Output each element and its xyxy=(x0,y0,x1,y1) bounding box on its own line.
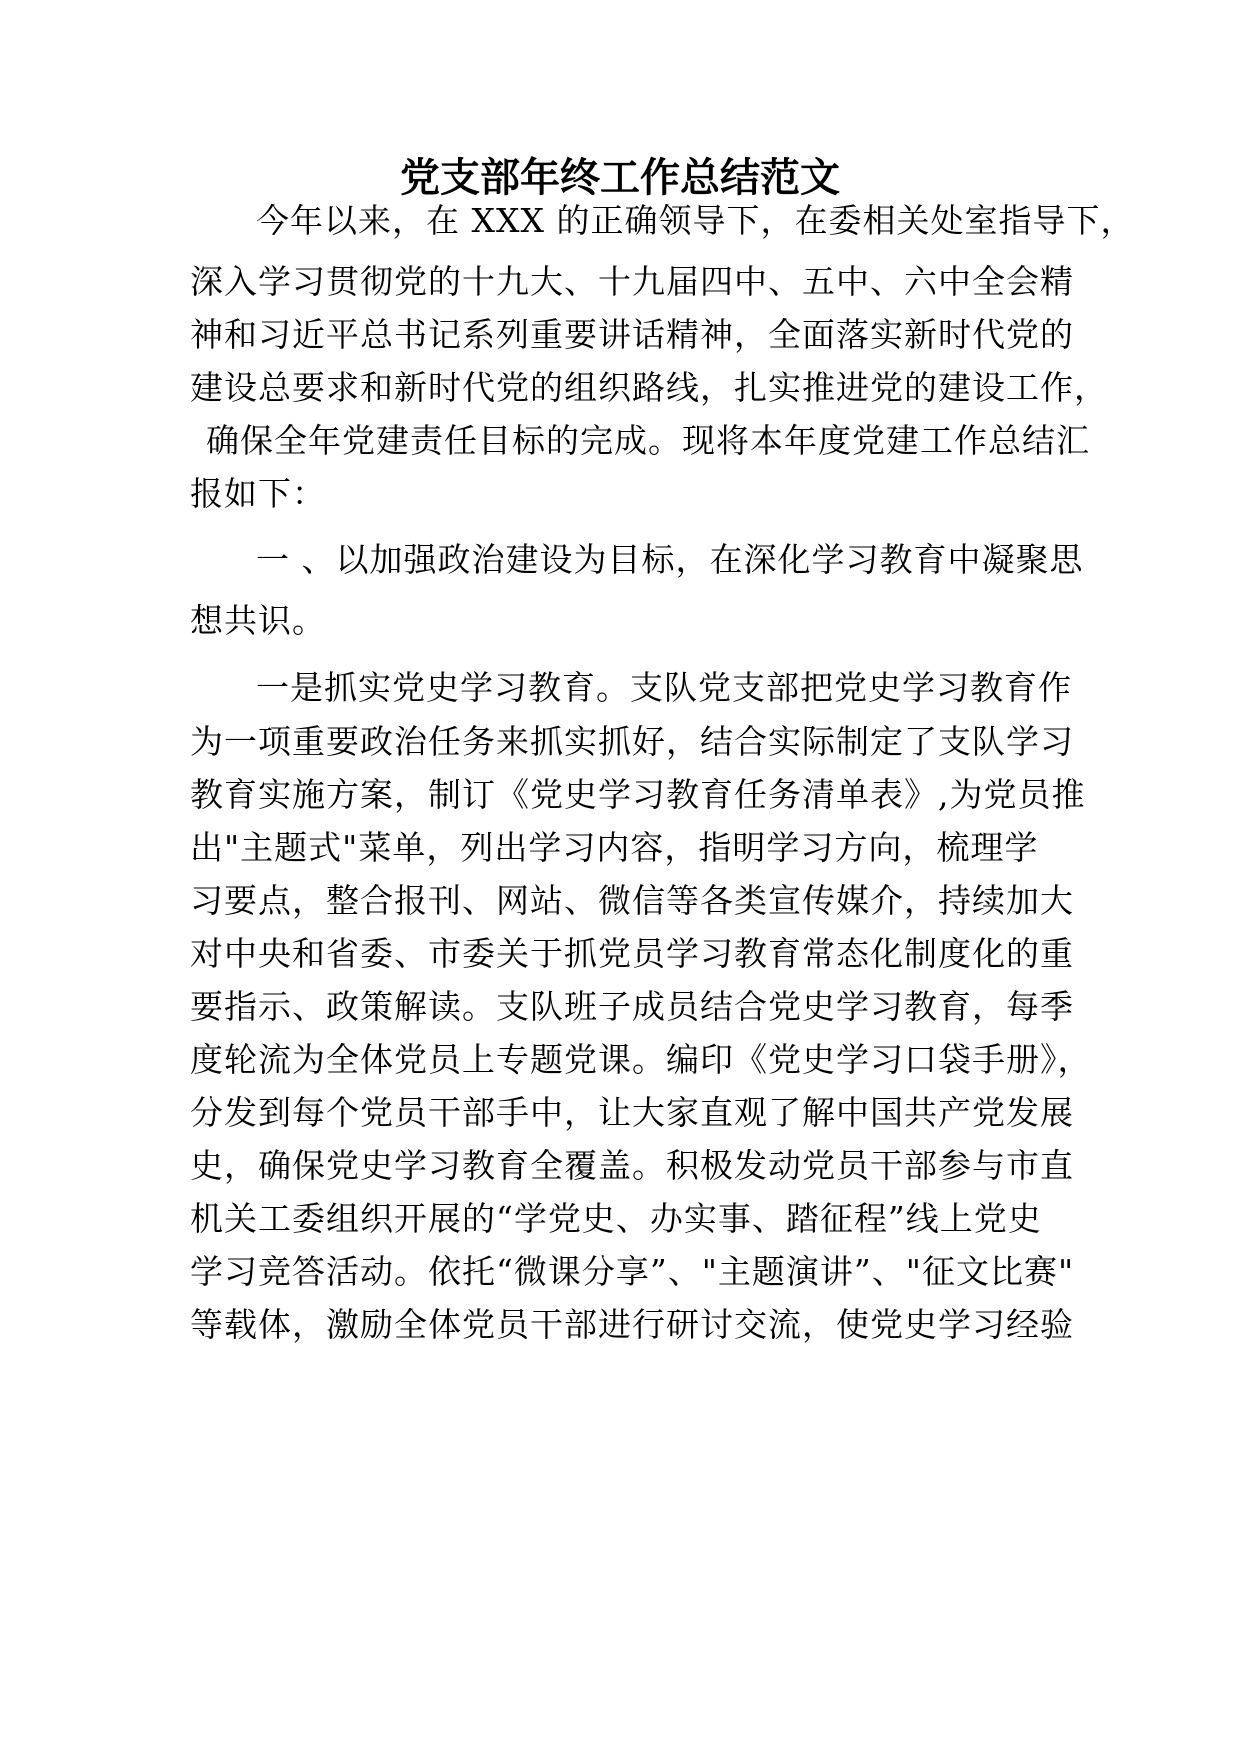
paragraph-line: 出"主题式"菜单，列出学习内容，指明学习方向，梳理学 xyxy=(190,828,1039,867)
paragraph-line: 度轮流为全体党员上专题党课。编印《党史学习口袋手册》， xyxy=(190,1040,1092,1079)
paragraph-line: 机关工委组织开展的“学党史、办实事、踏征程”线上党史 xyxy=(190,1199,1042,1238)
paragraph-line: 史，确保党史学习教育全覆盖。积极发动党员干部参与市直 xyxy=(190,1146,1074,1185)
paragraph-line: 为一项重要政治任务来抓实抓好，结合实际制定了支队学习 xyxy=(190,722,1074,761)
section-heading-line: 一 、以加强政治建设为目标，在深化学习教育中凝聚思 xyxy=(256,540,1084,579)
paragraph-line: 神和习近平总书记系列重要讲话精神，全面落实新时代党的 xyxy=(190,315,1074,354)
paragraph-line: 报如下： xyxy=(190,474,326,513)
paragraph-line: 等载体，激励全体党员干部进行研讨交流，使党史学习经验 xyxy=(190,1305,1074,1344)
paragraph-line: 深入学习贯彻党的十九大、十九届四中、五中、六中全会精 xyxy=(190,262,1074,301)
paragraph-line: 习要点，整合报刊、网站、微信等各类宣传媒介，持续加大 xyxy=(190,881,1074,920)
paragraph-line: 学习竞答活动。依托“微课分享”、"主题演讲”、"征文比赛" xyxy=(190,1252,1075,1291)
paragraph-line: 今年以来，在 XXX 的正确领导下，在委相关处室指导下， xyxy=(256,201,1135,240)
section-heading-line: 想共识。 xyxy=(190,601,326,640)
paragraph-line: 建设总要求和新时代党的组织路线，扎实推进党的建设工作， xyxy=(190,368,1108,407)
paragraph-line: 教育实施方案，制订《党史学习教育任务清单表》,为党员推 xyxy=(190,775,1086,814)
paragraph-line: 一是抓实党史学习教育。支队党支部把党史学习教育作 xyxy=(256,668,1072,707)
document-title: 党支部年终工作总结范文 xyxy=(400,155,840,201)
paragraph-line: 要指示、政策解读。支队班子成员结合党史学习教育，每季 xyxy=(190,987,1074,1026)
paragraph-line: 对中央和省委、市委关于抓党员学习教育常态化制度化的重 xyxy=(190,934,1074,973)
paragraph-line: 确保全年党建责任目标的完成。现将本年度党建工作总结汇 xyxy=(206,421,1090,460)
paragraph-line: 分发到每个党员干部手中，让大家直观了解中国共产党发展 xyxy=(190,1093,1074,1132)
